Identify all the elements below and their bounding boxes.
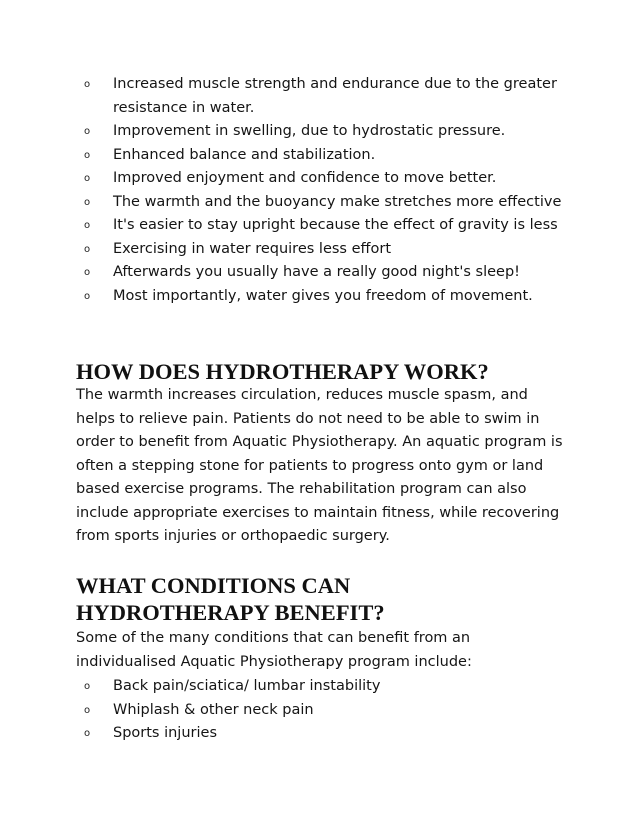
list-item	[84, 120, 564, 144]
bullet-circle-icon: o	[84, 290, 91, 302]
section-body-conditions: Some of the many conditions that can benefit from an individualised Aquatic Physiotherapy program include:	[76, 630, 472, 670]
list-item	[84, 285, 564, 309]
section-heading-conditions: WHAT CONDITIONS CAN HYDROTHERAPY BENEFIT?	[76, 573, 385, 625]
bullet-circle-icon: o	[84, 79, 91, 90]
list-item	[84, 191, 564, 215]
list-item-text: Afterwards you usually have a really good night's sleep!	[113, 264, 520, 280]
list-item-text: Sports injuries	[113, 725, 217, 741]
list-item-text: Improvement in swelling, due to hydrostatic pressure.	[113, 123, 506, 139]
list-item	[84, 722, 564, 746]
bullet-circle-icon: o	[84, 196, 91, 208]
list-item	[84, 699, 564, 723]
list-item	[84, 73, 564, 120]
list-item	[84, 238, 564, 262]
bullet-circle-icon: o	[84, 267, 91, 278]
list-item-text: Most importantly, water gives you freedom of movement.	[113, 287, 533, 304]
benefits-list	[84, 73, 564, 308]
list-item	[84, 144, 564, 168]
list-item-text: Back pain/sciatica/ lumbar instability	[113, 678, 381, 694]
conditions-list	[84, 675, 564, 746]
list-item-text: Exercising in water requires less effort	[113, 240, 392, 257]
list-item-text: Improved enjoyment and confidence to move better.	[113, 170, 497, 186]
bullet-circle-icon: o	[84, 173, 91, 184]
list-item-text: Increased muscle strength and endurance due to the greater resistance in water.	[113, 76, 557, 116]
bullet-circle-icon: o	[84, 704, 91, 716]
bullet-circle-icon: o	[84, 220, 91, 231]
bullet-circle-icon: o	[84, 728, 91, 739]
list-item	[84, 214, 564, 238]
bullet-circle-icon: o	[84, 149, 91, 161]
list-item-text: It's easier to stay upright because the effect of gravity is less	[113, 217, 558, 233]
section-heading-how: HOW DOES HYDROTHERAPY WORK?	[76, 359, 489, 384]
list-item	[84, 167, 564, 191]
list-item-text: The warmth and the buoyancy make stretches more effective	[113, 193, 562, 210]
list-item-text: Whiplash & other neck pain	[113, 701, 314, 718]
bullet-circle-icon: o	[84, 126, 91, 137]
section-body-how: The warmth increases circulation, reduces muscle spasm, and helps to relieve pain. Patients do not need to be able to swim in order to benefit from Aquatic Physiotherapy. An aquatic program is often a stepping stone for patients to progress onto gym or land based exercise programs. The rehabilitation program can also include appropriate exercises to maintain fitness, while recovering from sports injuries or orthopaedic surgery.	[76, 387, 563, 544]
list-item	[84, 261, 564, 285]
bullet-circle-icon: o	[84, 243, 91, 255]
list-item	[84, 675, 564, 699]
list-item-text: Enhanced balance and stabilization.	[113, 146, 376, 163]
bullet-circle-icon: o	[84, 681, 91, 692]
